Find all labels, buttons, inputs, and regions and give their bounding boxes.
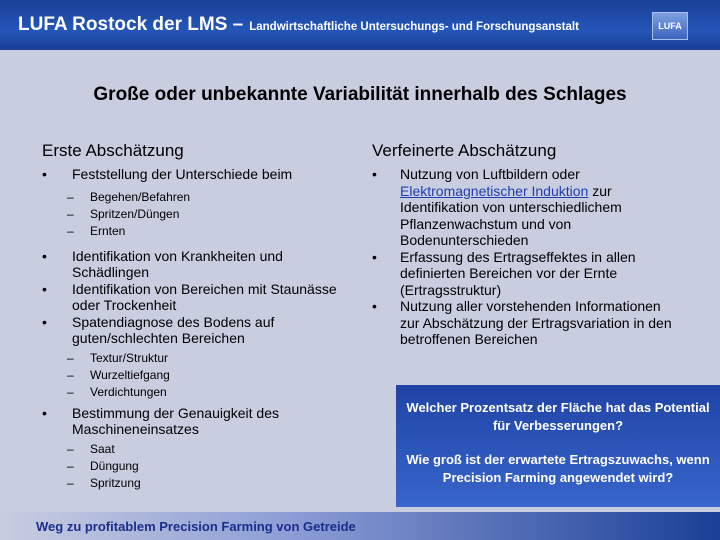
bullet-item: • Identifikation von Bereichen mit Staunässe oder Trockenheit bbox=[42, 281, 362, 314]
header-title-sub: Landwirtschaftliche Untersuchungs- und Forschungsanstalt bbox=[249, 21, 579, 33]
lufa-logo: LUFA bbox=[652, 12, 688, 40]
slide-headline: Große oder unbekannte Variabilität innerhalb des Schlages bbox=[93, 84, 627, 105]
bullet-item bbox=[372, 166, 672, 249]
left-bullet-list bbox=[42, 166, 362, 492]
callout-question-1: Welcher Prozentsatz der Fläche hat das Potential für Verbesserungen? bbox=[406, 400, 710, 433]
sub-item: – Saat bbox=[60, 441, 362, 458]
right-bullet-list bbox=[372, 166, 672, 348]
bullet-text: zur Identifikation von unterschiedlichem Pflanzenwachstum und von Bodenunterschieden bbox=[400, 182, 622, 248]
sub-item: – Begehen/Befahren bbox=[60, 189, 362, 206]
footer-text: Weg zu profitablem Precision Farming von Getreide bbox=[36, 519, 356, 534]
sub-item: – Spritzen/Düngen bbox=[60, 206, 362, 223]
sub-item: – Textur/Struktur bbox=[60, 350, 362, 367]
callout-question-2: Wie groß ist der erwartete Ertragszuwachs, wenn Precision Farming angewendet wird? bbox=[406, 452, 710, 485]
bullet-item: • Nutzung aller vorstehenden Informationen zur Abschätzung der Ertragsvariation in den betroffenen Bereichen bbox=[372, 298, 672, 348]
sub-item: – Spritzung bbox=[60, 475, 362, 492]
bullet-item: • Identifikation von Krankheiten und Schädlingen bbox=[42, 248, 362, 281]
bullet-item: • Spatendiagnose des Bodens auf guten/schlechten Bereichen bbox=[42, 314, 362, 347]
sub-item: – Wurzeltiefgang bbox=[60, 367, 362, 384]
sub-item: – Ernten bbox=[60, 223, 362, 240]
sub-item: – Düngung bbox=[60, 458, 362, 475]
bullet-item: • Bestimmung der Genauigkeit des Maschineneinsatzes bbox=[42, 405, 362, 438]
header-title bbox=[18, 14, 579, 36]
bullet-text: Nutzung von Luftbildern oder bbox=[400, 166, 580, 182]
question-callout bbox=[396, 385, 720, 507]
footer-bar bbox=[0, 512, 720, 540]
bullet-item: • Erfassung des Ertragseffektes in allen definierten Bereichen vor der Ernte (Ertragsstruktur) bbox=[372, 249, 672, 299]
header-title-main: LUFA Rostock der LMS – bbox=[18, 14, 244, 35]
bullet-item: • Feststellung der Unterschiede beim bbox=[42, 166, 362, 183]
induction-link[interactable]: Elektromagnetischer Induktion bbox=[400, 182, 589, 199]
header-bar bbox=[0, 0, 720, 50]
left-column-heading: Erste Abschätzung bbox=[42, 141, 184, 160]
sub-item: – Verdichtungen bbox=[60, 384, 362, 401]
right-column-heading: Verfeinerte Abschätzung bbox=[372, 141, 557, 160]
